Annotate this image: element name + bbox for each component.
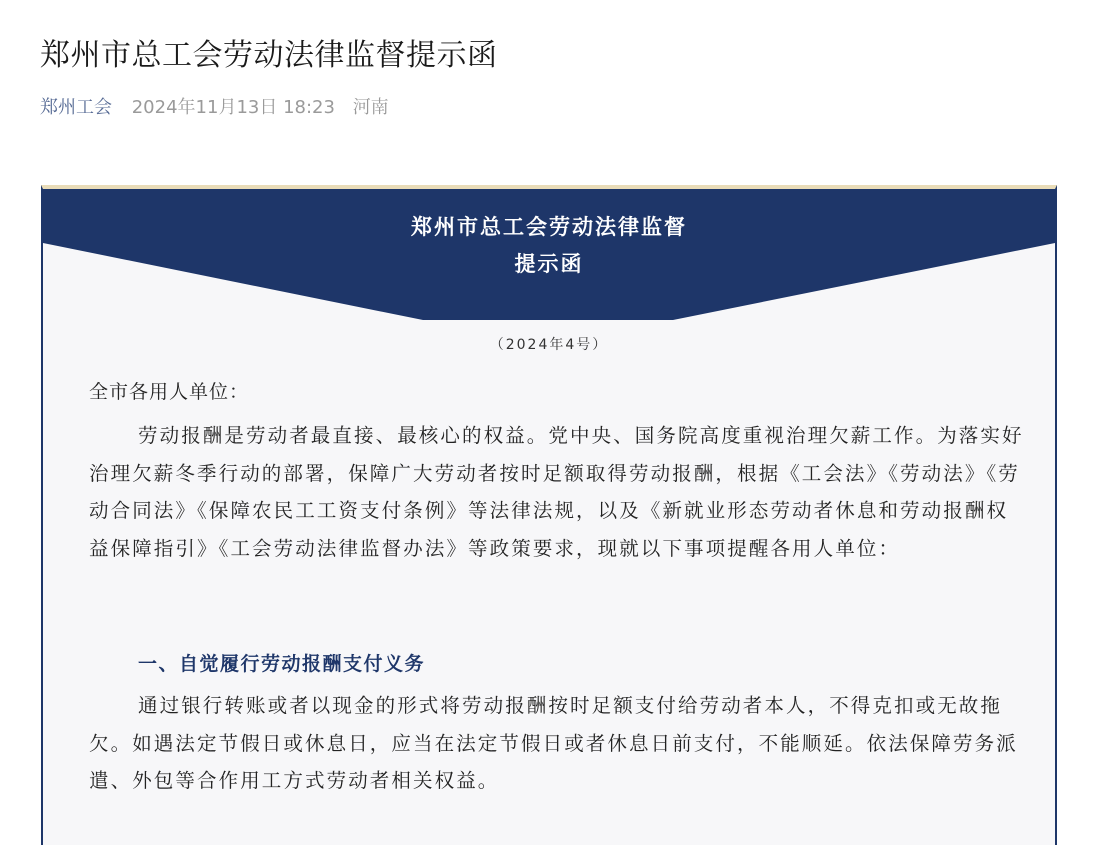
document-number: （2024年4号） [489,337,609,353]
notice-banner [43,189,1055,324]
section-heading: 一、自觉履行劳动报酬支付义务 [138,653,426,675]
author-link[interactable]: 郑州工会 [40,97,112,118]
salutation: 全市各用人单位： [89,381,250,403]
banner-title-line2: 提示函 [514,252,584,276]
article-meta [40,93,389,119]
publish-date: 2024年11月13日 18:23 [131,97,335,118]
publish-location: 河南 [352,97,389,118]
body-paragraph: 劳动报酬是劳动者最直接、最核心的权益。党中央、国务院高度重视治理欠薪工作。为落实好治理欠薪冬季行动的部署，保障广大劳动者按时足额取得劳动报酬，根据《工会法》《劳动法》《劳动合同法》《保障农民工工资支付条例》等法律法规，以及《新就业形态劳动者休息和劳动报酬权益保障指引》《工会劳动法律监督办法》等政策要求，现就以下事项提醒各用人单位： [89,424,1024,560]
notice-card [41,185,1057,845]
body-paragraph: 通过银行转账或者以现金的形式将劳动报酬按时足额支付给劳动者本人，不得克扣或无故拖欠。如遇法定节假日或休息日，应当在法定节假日或者休息日前支付，不能顺延。依法保障劳务派遣、外包等合作用工方式劳动者相关权益。 [89,694,1018,792]
article-title: 郑州市总工会劳动法律监督提示函 [40,38,498,73]
banner-title-line1: 郑州市总工会劳动法律监督 [411,215,687,239]
